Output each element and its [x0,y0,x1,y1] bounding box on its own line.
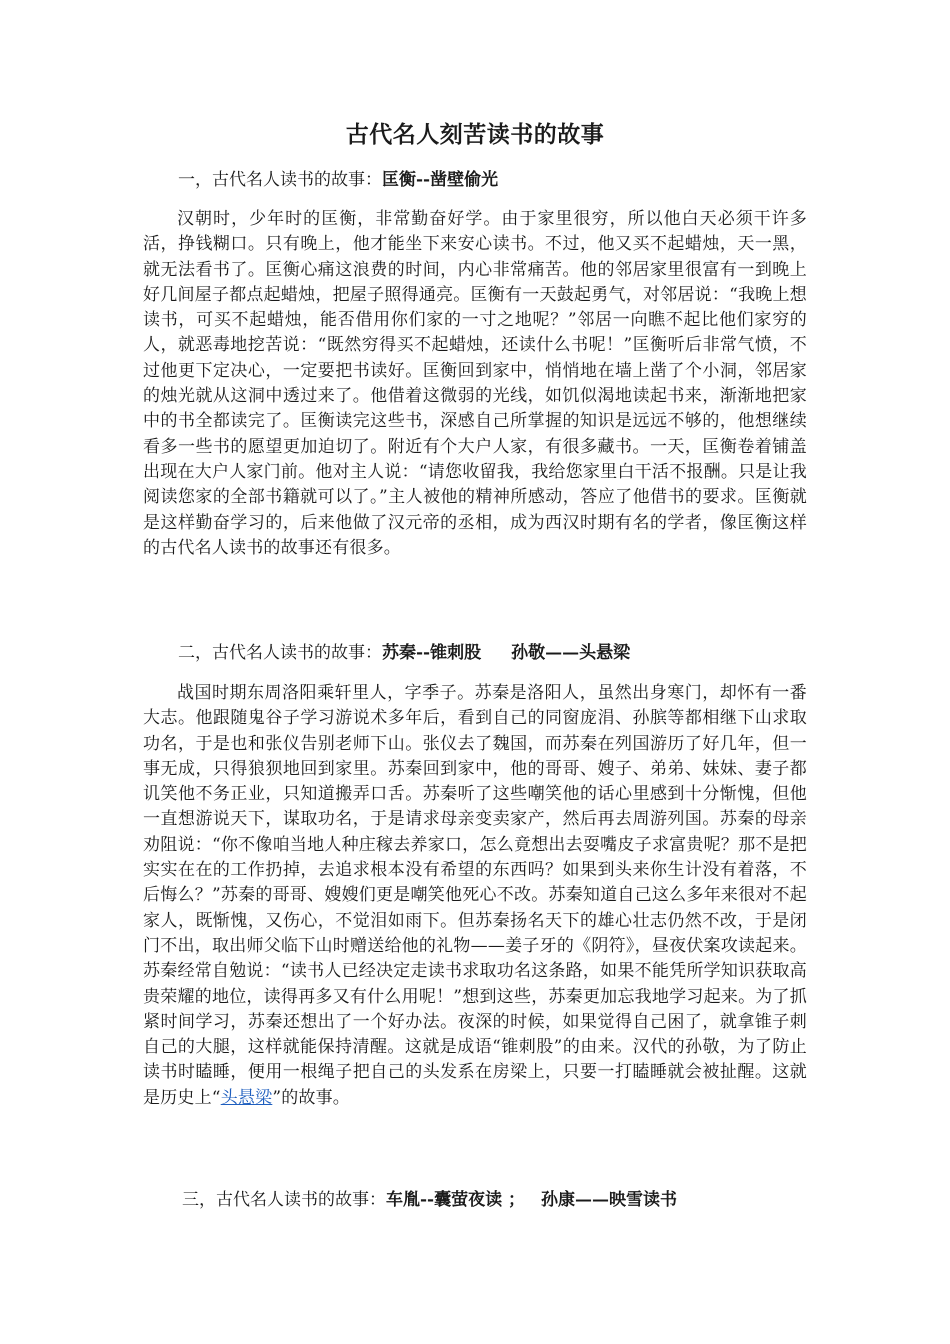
section-1-heading-prefix: 一，古代名人读书的故事： [178,170,382,190]
section-2-heading [178,640,630,666]
section-3-heading-title: 车胤--囊萤夜读 ； [386,1190,526,1210]
section-2-heading-prefix: 二，古代名人读书的故事： [178,643,382,663]
section-3-heading [182,1187,677,1213]
section-2-heading-title-2: 孙敬——头悬梁 [511,643,631,663]
section-2-paragraph-text: 战国时期东周洛阳乘轩里人，字季子。苏秦是洛阳人，虽然出身寒门，却怀有一番大志。他跟随鬼谷子学习游说术多年后，看到自己的同窗庞涓、孙膑等都相继下山求取功名，于是也和张仪告别老师下山。张仪去了魏国，而苏秦在列国游历了好几年，但一事无成，只得狼狈地回到家里。苏秦回到家中，他的哥哥、嫂子、弟弟、妹妹、妻子都讥笑他不务正业，只知道搬弄口舌。苏秦听了这些嘲笑他的话心里感到十分惭愧，但他一直想游说天下，谋取功名，于是请求母亲变卖家产，然后再去周游列国。苏秦的母亲劝阻说：“你不像咱当地人种庄稼去养家口，怎么竟想出去耍嘴皮子求富贵呢？那不是把实实在在的工作扔掉，去追求根本没有希望的东西吗？如果到头来你生计没有着落，不后悔么？”苏秦的哥哥、嫂嫂们更是嘲笑他死心不改。苏秦知道自己这么多年来很对不起家人，既惭愧，又伤心，不觉泪如雨下。但苏秦扬名天下的雄心壮志仍然不改，于是闭门不出，取出师父临下山时赠送给他的礼物——姜子牙的《阴符》，昼夜伏案攻读起来。苏秦经常自勉说：“读书人已经决定走读书求取功名这条路，如果不能凭所学知识获取高贵荣耀的地位，读得再多又有什么用呢！”想到这些，苏秦更加忘我地学习起来。为了抓紧时间学习，苏秦还想出了一个好办法。夜深的时候，如果觉得自己困了，就拿锥子刺自己的大腿，这样就能保持清醒。这就是成语“锥刺股”的由来。汉代的孙敬，为了防止读书时瞌睡，便用一根绳子把自己的头发系在房梁上，只要一打瞌睡就会被扯醒。这就是历史上“ [143,683,807,1108]
section-1-paragraph: 汉朝时，少年时的匡衡，非常勤奋好学。由于家里很穷，所以他白天必须干许多活，挣钱糊口。只有晚上，他才能坐下来安心读书。不过，他又买不起蜡烛，天一黑，就无法看书了。匡衡心痛这浪费的时间，内心非常痛苦。他的邻居家里很富有一到晚上好几间屋子都点起蜡烛，把屋子照得通亮。匡衡有一天鼓起勇气，对邻居说：“我晚上想读书，可买不起蜡烛，能否借用你们家的一寸之地呢？”邻居一向瞧不起比他们家穷的人，就恶毒地挖苦说：“既然穷得买不起蜡烛，还读什么书呢！”匡衡听后非常气愤，不过他更下定决心，一定要把书读好。匡衡回到家中，悄悄地在墙上凿了个小洞，邻居家的烛光就从这洞中透过来了。他借着这微弱的光线，如饥似渴地读起书来，渐渐地把家中的书全都读完了。匡衡读完这些书，深感自己所掌握的知识是远远不够的，他想继续看多一些书的愿望更加迫切了。附近有个大户人家，有很多藏书。一天，匡衡卷着铺盖出现在大户人家门前。他对主人说：“请您收留我，我给您家里白干活不报酬。只是让我阅读您家的全部书籍就可以了。”主人被他的精神所感动，答应了他借书的要求。匡衡就是这样勤奋学习的，后来他做了汉元帝的丞相，成为西汉时期有名的学者，像匡衡这样的古代名人读书的故事还有很多。 [143,209,807,558]
toutuoliang-link[interactable]: 头悬梁 [220,1087,273,1108]
section-1-heading-title: 匡衡--凿壁偷光 [382,170,499,190]
section-2-paragraph [143,681,807,1111]
section-2-heading-title: 苏秦--锥刺股 [382,643,482,663]
section-2-paragraph-end: ”的故事。 [272,1087,351,1108]
document-title: 古代名人刻苦读书的故事 [345,121,605,148]
section-1-heading [178,167,498,193]
section-3-heading-title-2: 孙康——映雪读书 [541,1190,678,1210]
section-3-heading-prefix: 三，古代名人读书的故事： [182,1190,386,1210]
